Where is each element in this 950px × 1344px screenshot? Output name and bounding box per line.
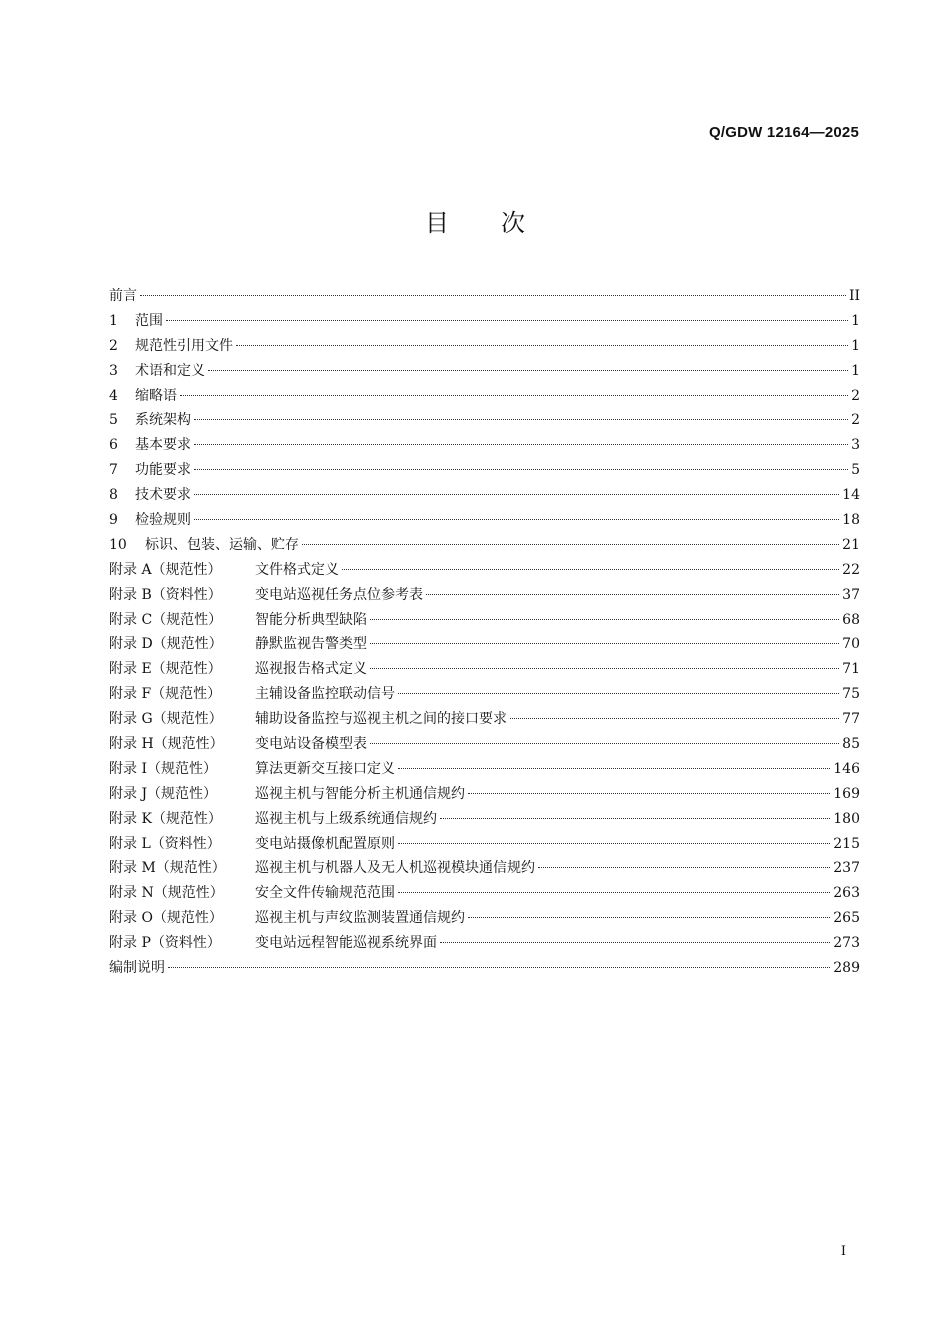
toc-entry[interactable] (109, 583, 860, 608)
toc-entry[interactable] (109, 309, 860, 334)
dot-leader (194, 518, 839, 520)
toc-entry[interactable] (109, 856, 860, 881)
toc-entry-number: 附录 J（规范性） (109, 785, 218, 802)
toc-entry-number: 附录 O（规范性） (109, 910, 223, 927)
toc-entry-page: 215 (833, 835, 860, 852)
dot-leader (426, 593, 839, 595)
toc-entry-label: 主辅设备监控联动信号 (255, 686, 395, 703)
title-char-2: 次 (501, 209, 525, 237)
toc-entry-page: 22 (842, 561, 860, 578)
toc-entry-label: 辅助设备监控与巡视主机之间的接口要求 (255, 711, 507, 728)
toc-entry-label: 变电站远程智能巡视系统界面 (255, 935, 437, 952)
toc-entry-page: 2 (851, 412, 860, 429)
toc-entry[interactable] (109, 533, 860, 558)
toc-entry[interactable] (109, 334, 860, 359)
dot-leader (168, 966, 830, 968)
toc-entry-number: 1 (109, 312, 118, 329)
toc-entry[interactable] (109, 682, 860, 707)
toc-entry[interactable] (109, 707, 860, 732)
table-of-contents (109, 284, 860, 981)
dot-leader (370, 667, 839, 669)
dot-leader (194, 443, 848, 445)
toc-entry-page: 21 (842, 536, 860, 553)
toc-entry-label: 智能分析典型缺陷 (255, 611, 367, 628)
toc-entry-page: 146 (833, 760, 860, 777)
toc-entry-number: 2 (109, 337, 118, 354)
toc-entry-page: 3 (851, 437, 860, 454)
toc-entry-number: 附录 C（规范性） (109, 611, 223, 628)
toc-entry-label: 功能要求 (135, 462, 191, 479)
page-number: I (840, 1244, 846, 1259)
toc-entry[interactable] (109, 608, 860, 633)
toc-entry-page: 237 (833, 860, 860, 877)
toc-entry-label: 基本要求 (135, 437, 191, 454)
toc-entry-label: 检验规则 (135, 512, 191, 529)
dot-leader (468, 916, 830, 918)
toc-entry-page: 5 (851, 462, 860, 479)
dot-leader (236, 344, 848, 346)
toc-entry-label: 缩略语 (135, 387, 177, 404)
toc-entry-page: 37 (842, 586, 860, 603)
toc-entry[interactable] (109, 508, 860, 533)
toc-entry[interactable] (109, 757, 860, 782)
dot-leader (398, 692, 839, 694)
toc-entry[interactable] (109, 483, 860, 508)
toc-entry-page: 70 (842, 636, 860, 653)
dot-leader (370, 618, 839, 620)
dot-leader (140, 294, 846, 296)
page-title (0, 203, 950, 238)
toc-entry-number: 附录 M（规范性） (109, 860, 226, 877)
dot-leader (440, 817, 830, 819)
toc-entry-number: 附录 E（规范性） (109, 661, 222, 678)
toc-entry-label: 安全文件传输规范范围 (255, 885, 395, 902)
toc-entry-number: 附录 P（资料性） (109, 935, 221, 952)
dot-leader (370, 742, 839, 744)
dot-leader (398, 767, 830, 769)
toc-entry-label: 文件格式定义 (255, 561, 339, 578)
toc-entry[interactable] (109, 359, 860, 384)
toc-entry-number: 附录 K（规范性） (109, 810, 222, 827)
toc-entry[interactable] (109, 881, 860, 906)
toc-entry[interactable] (109, 931, 860, 956)
toc-entry-page: 77 (842, 711, 860, 728)
toc-entry-number: 9 (109, 512, 118, 529)
toc-entry-label: 规范性引用文件 (135, 337, 233, 354)
toc-entry[interactable] (109, 956, 860, 981)
title-char-1: 目 (425, 209, 449, 237)
toc-entry-number: 4 (109, 387, 118, 404)
toc-entry[interactable] (109, 558, 860, 583)
toc-entry-label: 系统架构 (135, 412, 191, 429)
dot-leader (398, 842, 830, 844)
standard-number: Q/GDW 12164—2025 (709, 124, 859, 141)
toc-entry-label: 前言 (109, 288, 137, 304)
toc-entry[interactable] (109, 384, 860, 409)
toc-entry-page: 273 (833, 935, 860, 952)
toc-entry-label: 巡视主机与上级系统通信规约 (255, 810, 437, 827)
toc-entry-label: 术语和定义 (135, 362, 205, 379)
toc-entry-page: 169 (833, 785, 860, 802)
toc-entry-label: 标识、包装、运输、贮存 (145, 536, 299, 553)
dot-leader (370, 642, 839, 644)
toc-entry-label: 巡视主机与声纹监测装置通信规约 (255, 910, 465, 927)
toc-entry-label: 技术要求 (135, 487, 191, 504)
toc-entry-number: 附录 L（资料性） (109, 835, 221, 852)
toc-entry-page: 1 (851, 337, 860, 354)
toc-entry-number: 附录 A（规范性） (109, 561, 222, 578)
toc-entry-page: 265 (833, 910, 860, 927)
dot-leader (166, 319, 848, 321)
dot-leader (194, 493, 839, 495)
dot-leader (302, 543, 839, 545)
toc-entry-label: 巡视主机与智能分析主机通信规约 (255, 785, 465, 802)
toc-entry-page: 2 (851, 387, 860, 404)
toc-entry-number: 附录 H（规范性） (109, 736, 224, 753)
toc-entry-number: 6 (109, 437, 118, 454)
dot-leader (194, 418, 848, 420)
dot-leader (398, 891, 830, 893)
toc-entry[interactable] (109, 732, 860, 757)
toc-entry-label: 巡视报告格式定义 (255, 661, 367, 678)
toc-entry-page: 85 (842, 736, 860, 753)
toc-entry-number: 10 (109, 536, 127, 553)
toc-entry-number: 附录 D（规范性） (109, 636, 223, 653)
dot-leader (510, 717, 839, 719)
toc-entry-label: 变电站巡视任务点位参考表 (255, 586, 423, 603)
dot-leader (194, 468, 848, 470)
toc-entry-number: 附录 N（规范性） (109, 885, 224, 902)
toc-entry-label: 静默监视告警类型 (255, 636, 367, 653)
toc-entry[interactable] (109, 832, 860, 857)
toc-entry-label: 巡视主机与机器人及无人机巡视模块通信规约 (255, 860, 535, 877)
toc-entry[interactable] (109, 433, 860, 458)
toc-entry-label: 变电站摄像机配置原则 (255, 835, 395, 852)
toc-entry-number: 附录 I（规范性） (109, 760, 217, 777)
toc-entry-number: 3 (109, 362, 118, 379)
toc-entry-number: 附录 B（资料性） (109, 586, 222, 603)
toc-entry[interactable] (109, 906, 860, 931)
toc-entry-number: 5 (109, 412, 118, 429)
toc-entry-page: 289 (833, 960, 860, 977)
toc-entry-page: 263 (833, 885, 860, 902)
toc-entry[interactable] (109, 408, 860, 433)
toc-entry[interactable] (109, 458, 860, 483)
toc-entry-page: 1 (851, 312, 860, 329)
toc-entry-page: 75 (842, 686, 860, 703)
toc-entry-page: 14 (842, 487, 860, 504)
toc-entry-number: 附录 G（规范性） (109, 711, 223, 728)
dot-leader (468, 792, 830, 794)
toc-entry-label: 变电站设备模型表 (255, 736, 367, 753)
toc-entry-page: 18 (842, 512, 860, 529)
toc-entry-page: 180 (833, 810, 860, 827)
dot-leader (440, 941, 830, 943)
toc-entry[interactable] (109, 657, 860, 682)
dot-leader (538, 866, 830, 868)
toc-entry-page: II (848, 288, 860, 304)
dot-leader (208, 369, 848, 371)
toc-entry[interactable] (109, 632, 860, 657)
toc-entry-number: 附录 F（规范性） (109, 686, 222, 703)
toc-entry[interactable] (109, 284, 860, 309)
toc-entry-number: 8 (109, 487, 118, 504)
toc-entry-label: 编制说明 (109, 960, 165, 977)
toc-entry-page: 71 (842, 661, 860, 678)
toc-entry-label: 范围 (135, 312, 163, 329)
toc-entry-label: 算法更新交互接口定义 (255, 760, 395, 777)
toc-entry-page: 68 (842, 611, 860, 628)
toc-entry-number: 7 (109, 462, 118, 479)
toc-entry[interactable] (109, 807, 860, 832)
toc-entry[interactable] (109, 782, 860, 807)
toc-entry-page: 1 (851, 362, 860, 379)
dot-leader (180, 394, 848, 396)
dot-leader (342, 568, 839, 570)
